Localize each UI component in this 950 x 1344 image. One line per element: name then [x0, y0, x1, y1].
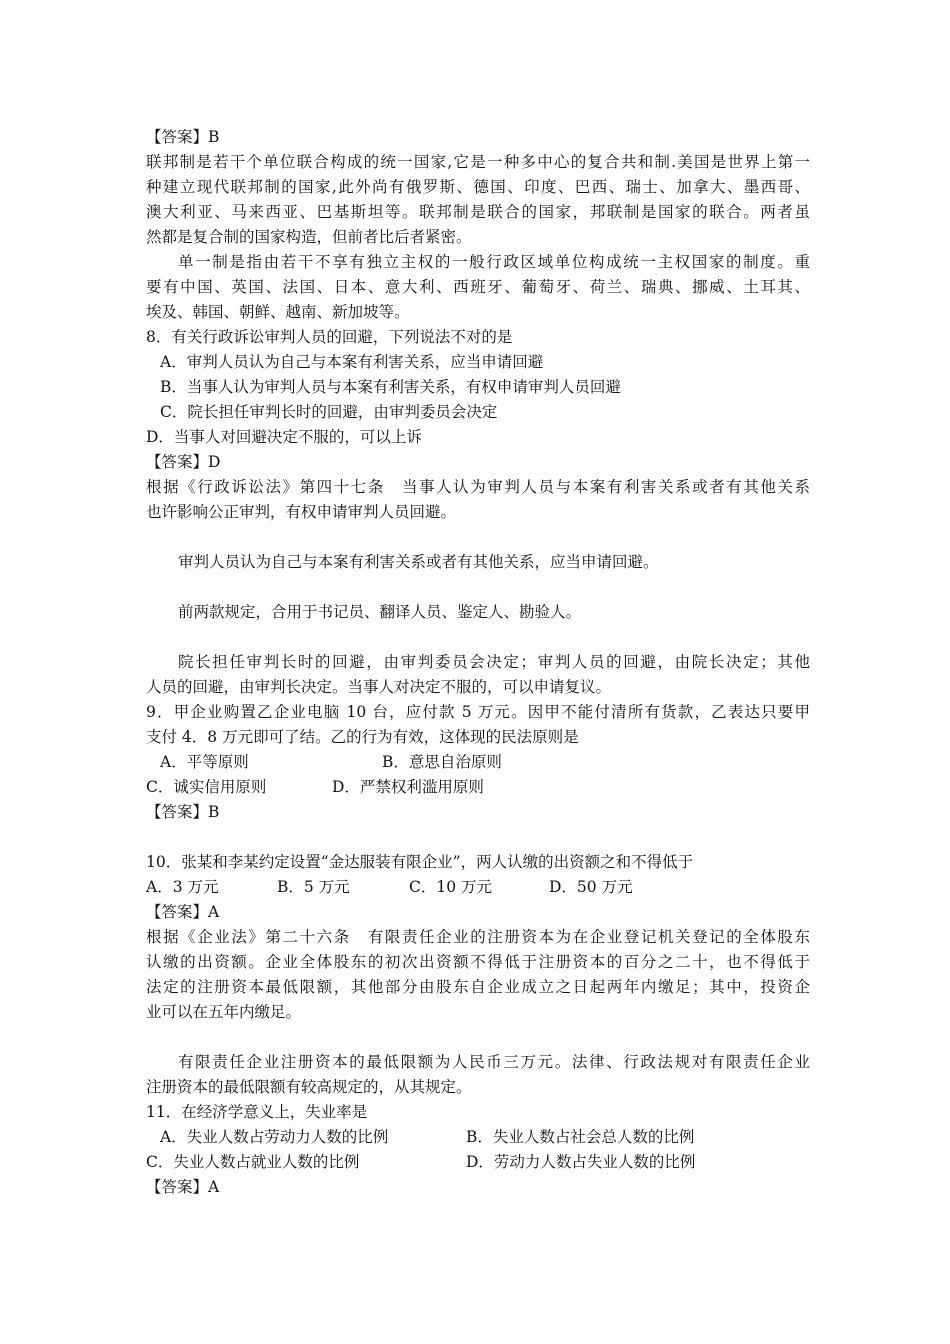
paragraph-line: 澳大利亚、马来西亚、巴基斯坦等。联邦制是联合的国家，邦联制是国家的联合。两者虽	[146, 203, 810, 221]
option-c: C．10 万元	[409, 878, 493, 896]
explanation-line: 审判人员认为自己与本案有利害关系或者有其他关系，应当申请回避。	[178, 553, 659, 571]
explanation-line: 人员的回避，由审判长决定。当事人对决定不服的，可以申请复议。	[146, 678, 612, 696]
answer-label: 【答案】A	[146, 903, 220, 921]
question-8: 8．有关行政诉讼审判人员的回避，下列说法不对的是	[146, 328, 513, 346]
question-10: 10．张某和李某约定设置“金达服装有限企业”，两人认缴的出资额之和不得低于	[146, 853, 694, 871]
explanation-line: 根据《行政诉讼法》第四十七条 当事人认为审判人员与本案有利害关系或者有其他关系	[146, 478, 810, 496]
options-row	[146, 1150, 810, 1175]
explanation-line: 院长担任审判长时的回避，由审判委员会决定；审判人员的回避，由院长决定；其他	[178, 653, 810, 671]
option-a: A．审判人员认为自己与本案有利害关系，应当申请回避	[160, 353, 544, 371]
option-d: D．50 万元	[549, 878, 633, 896]
explanation-line: 认缴的出资额。企业全体股东的初次出资额不得低于注册资本的百分之二十，也不得低于	[146, 953, 810, 971]
option-a: A．3 万元	[146, 878, 219, 896]
option-a: A．平等原则	[160, 753, 249, 771]
option-a: A．失业人数占劳动力人数的比例	[160, 1128, 389, 1146]
option-b: B．意思自治原则	[382, 753, 502, 771]
paragraph-line: 要有中国、英国、法国、日本、意大利、西班牙、葡萄牙、荷兰、瑞典、挪威、土耳其、	[146, 278, 810, 296]
paragraph-line: 单一制是指由若干不享有独立主权的一般行政区域单位构成统一主权国家的制度。重	[178, 253, 810, 271]
option-d: D．劳动力人数占失业人数的比例	[466, 1153, 696, 1171]
option-b: B．当事人认为审判人员与本案有利害关系，有权申请审判人员回避	[160, 378, 621, 396]
question-11: 11．在经济学意义上，失业率是	[146, 1103, 368, 1121]
option-d: D．严禁权利滥用原则	[332, 778, 484, 796]
option-c: C．诚实信用原则	[146, 778, 267, 796]
explanation-line: 前两款规定，合用于书记员、翻译人员、鉴定人、勘验人。	[178, 603, 582, 621]
explanation-line: 业可以在五年内缴足。	[146, 1003, 302, 1021]
option-c: C．院长担任审判长时的回避，由审判委员会决定	[160, 403, 498, 421]
answer-label: 【答案】B	[146, 128, 220, 146]
options-row	[146, 875, 810, 900]
explanation-line: 注册资本的最低限额有较高规定的，从其规定。	[146, 1078, 472, 1096]
options-row	[146, 1125, 810, 1150]
explanation-line: 也许影响公正审判，有权申请审判人员回避。	[146, 503, 457, 521]
document-body	[146, 125, 810, 1200]
option-c: C．失业人数占就业人数的比例	[146, 1153, 360, 1171]
paragraph-line: 种建立现代联邦制的国家,此外尚有俄罗斯、德国、印度、巴西、瑞士、加拿大、墨西哥、	[146, 178, 810, 196]
paragraph-line: 然都是复合制的国家构造，但前者比后者紧密。	[146, 228, 472, 246]
paragraph-line: 埃及、韩国、朝鲜、越南、新加坡等。	[146, 303, 410, 321]
option-b: B．5 万元	[277, 878, 350, 896]
answer-label: 【答案】D	[146, 453, 221, 471]
answer-label: 【答案】B	[146, 803, 220, 821]
options-row	[146, 750, 810, 775]
option-d: D．当事人对回避决定不服的，可以上诉	[146, 428, 422, 446]
option-b: B．失业人数占社会总人数的比例	[466, 1128, 695, 1146]
question-9: 9．甲企业购置乙企业电脑 10 台，应付款 5 万元。因甲不能付清所有货款，乙表达只要甲	[146, 703, 810, 721]
answer-label: 【答案】A	[146, 1178, 220, 1196]
explanation-line: 根据《企业法》第二十六条 有限责任企业的注册资本为在企业登记机关登记的全体股东	[146, 928, 810, 946]
options-row	[146, 775, 810, 800]
paragraph-line: 联邦制是若干个单位联合构成的统一国家,它是一种多中心的复合共和制.美国是世界上第一	[146, 153, 810, 171]
explanation-line: 法定的注册资本最低限额，其他部分由股东自企业成立之日起两年内缴足；其中，投资企	[146, 978, 810, 996]
explanation-line: 有限责任企业注册资本的最低限额为人民币三万元。法律、行政法规对有限责任企业	[178, 1053, 810, 1071]
question-9-cont: 支付 4．8 万元即可了结。乙的行为有效，这体现的民法原则是	[146, 728, 579, 746]
